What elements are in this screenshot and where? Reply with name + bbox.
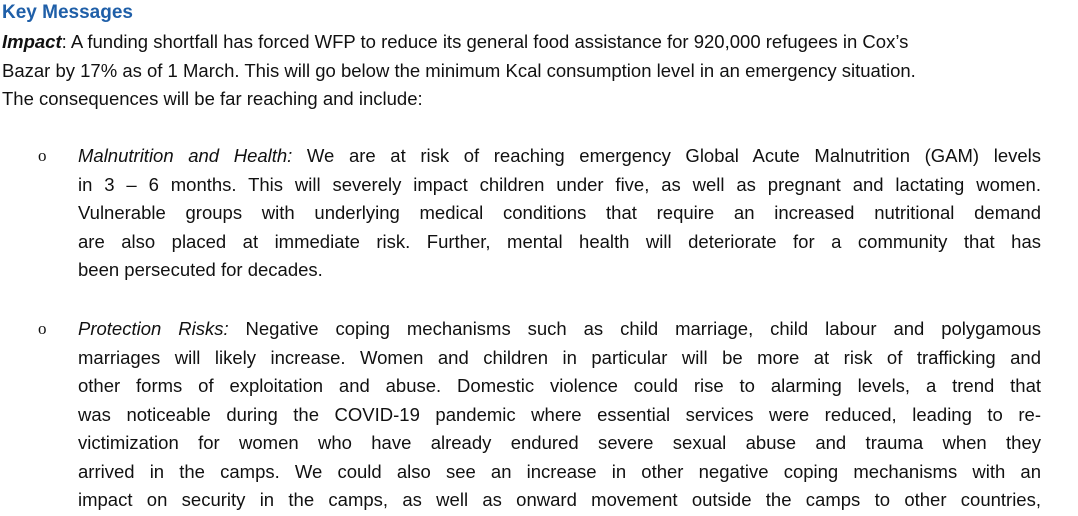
item-topic: Protection Risks: [78, 318, 229, 339]
item-topic: Malnutrition and Health: [78, 145, 293, 166]
item-line: impact on security in the camps, as well as onward movement outside the camps to other countries, [78, 489, 1041, 510]
item-line: was noticeable during the COVID-19 pandemic where essential services were reduced, leading to re- [78, 403, 1041, 425]
item-line [78, 315, 1041, 344]
impact-line-1 [2, 28, 1042, 57]
item-line: victimization for women who have already endured severe sexual abuse and trauma when they [78, 432, 1041, 453]
item-line-text: Negative coping mechanisms such as child marriage, child labour and polygamous [228, 318, 1041, 339]
impact-lead: Impact [2, 31, 62, 52]
item-line: arrived in the camps. We could also see an increase in other negative coping mechanisms with an [78, 460, 1041, 482]
item-line: been persecuted for decades. [78, 259, 323, 280]
item-line-text: We are at risk of reaching emergency Global Acute Malnutrition (GAM) levels [292, 145, 1042, 166]
impact-lead-colon: : [61, 31, 67, 52]
item-line: marriages will likely increase. Women and children in particular will be more at risk of trafficking and [78, 346, 1041, 368]
bullet-marker: o [38, 319, 47, 338]
section-heading: Key Messages [2, 2, 133, 23]
item-line: other forms of exploitation and abuse. Domestic violence could rise to alarming levels, a trend that [78, 375, 1041, 396]
impact-line-2: Bazar by 17% as of 1 March. This will go below the minimum Kcal consumption level in an emergency situation. [2, 59, 916, 81]
impact-line-1-text: A funding shortfall has forced WFP to reduce its general food assistance for 920,000 refugees in Cox’s [66, 31, 909, 52]
bullet-item-protection [78, 315, 1041, 515]
item-line: Vulnerable groups with underlying medical conditions that require an increased nutritional demand [78, 202, 1041, 223]
bullet-marker: o [38, 146, 47, 165]
item-line [78, 142, 1041, 171]
item-line: are also placed at immediate risk. Further, mental health will deteriorate for a community that has [78, 230, 1041, 252]
item-line: in 3 – 6 months. This will severely impact children under five, as well as pregnant and lactating women. [78, 173, 1041, 195]
bullet-item-malnutrition [78, 142, 1041, 285]
impact-line-3: The consequences will be far reaching and include: [2, 88, 423, 109]
impact-paragraph [2, 28, 1042, 114]
